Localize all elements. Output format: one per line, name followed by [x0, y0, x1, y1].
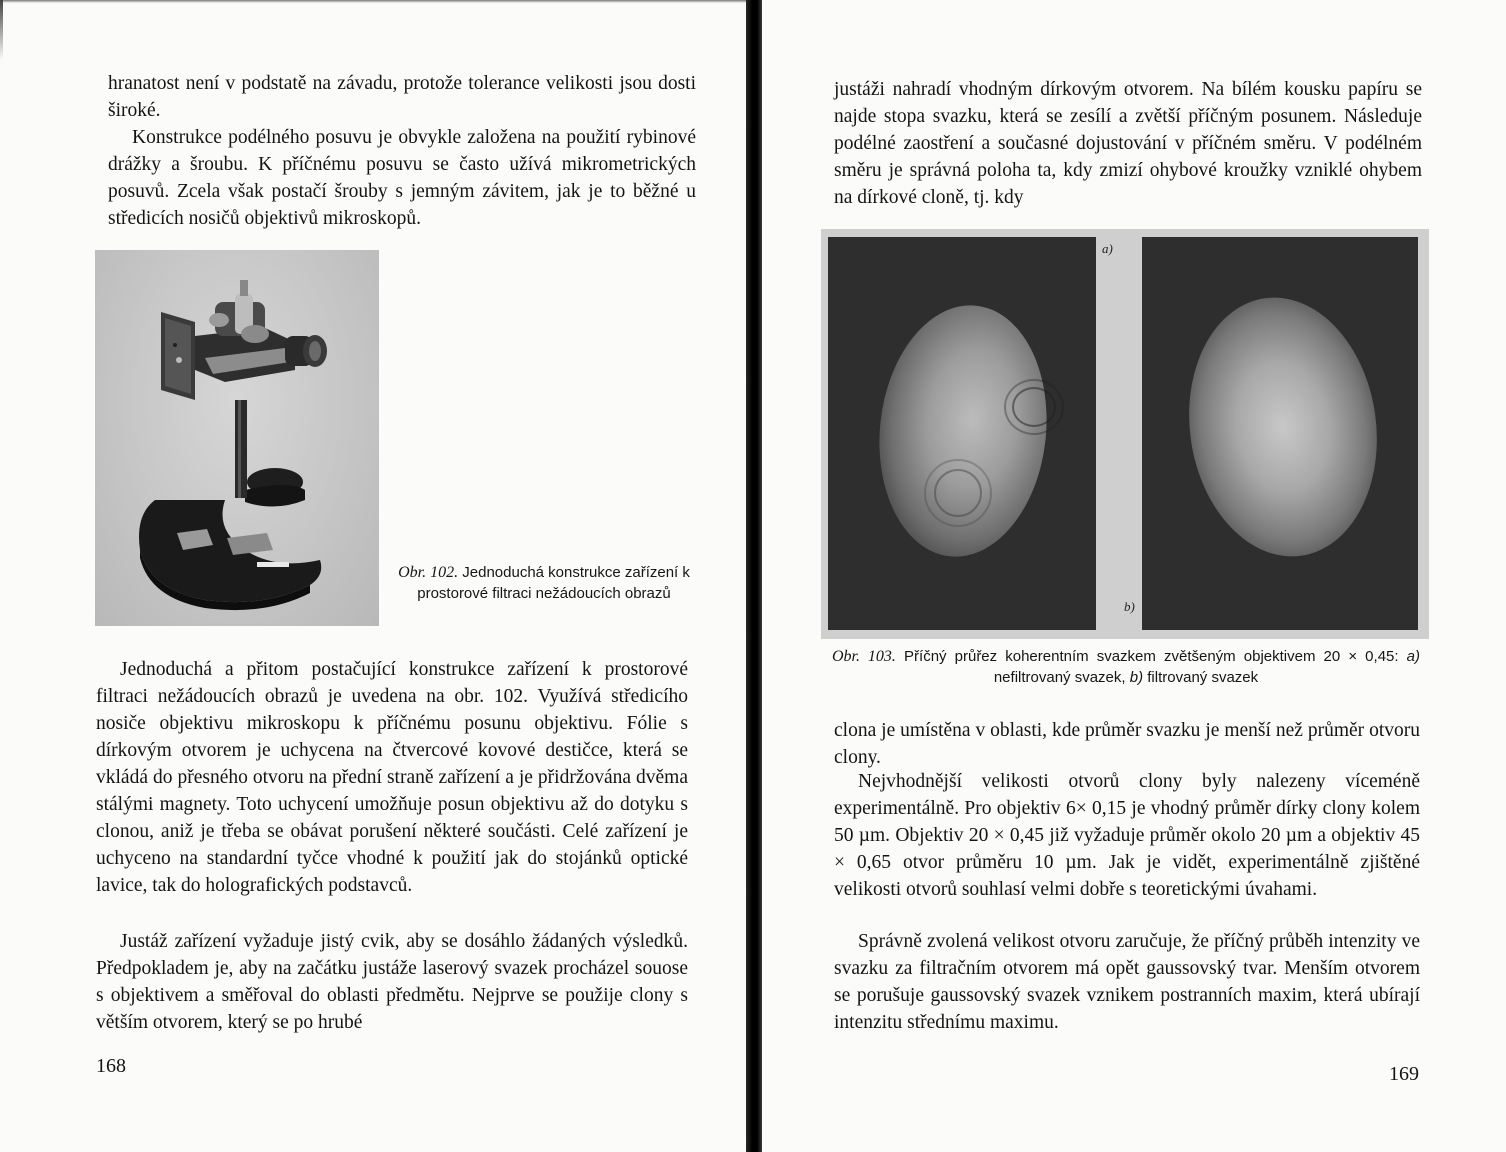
paragraph-spravne-zvolena: Správně zvolená velikost otvoru zaručuje, že příčný průběh intenzity ve svazku za filtračním otvorem má opět gaussovský tvar. Menším otvorem se porušuje gaussovský svazek vznikem postranních maxim, která ubírají intenzitu střednímu maximu.	[834, 931, 1420, 1033]
paragraph-clona-umistena: clona je umístěna v oblasti, kde průměr svazku je menší než průměr otvoru clony.	[834, 720, 1420, 768]
figure-103-caption: Obr. 103. Příčný průřez koherentním svazkem zvětšeným objektivem 20 × 0,45: a) nefiltrovaný svazek, b) filtrovaný svazek	[832, 648, 1420, 686]
page-number-left: 168	[96, 1055, 126, 1077]
left-page	[0, 0, 746, 1152]
figure-102-caption	[396, 562, 692, 604]
page-number-right: 169	[1389, 1063, 1419, 1085]
beam-spot-filtered	[1173, 285, 1393, 568]
page-left-edge	[0, 0, 3, 60]
figure-103-label: Obr. 103.	[832, 648, 896, 665]
paragraph-posuv: Konstrukce podélného posuvu je obvykle založena na použití rybinové drážky a šroubu. K příčnému posuvu se často užívá mikrometrických posuvů. Zcela však postačí šrouby s jemným závitem, jak je to běžné u středicích nosičů objektivů mikroskopů.	[108, 127, 696, 229]
beam-panel-filtered	[1142, 237, 1418, 630]
figure-102-photo	[95, 250, 379, 626]
paragraph-continuation: hranatost není v podstatě na závadu, protože tolerance velikosti jsou dosti široké.	[108, 73, 696, 121]
paragraph-justaz: Justáž zařízení vyžaduje jistý cvik, aby se dosáhlo žádaných výsledků. Předpokladem je, aby na začátku justáže laserový svazek procházel souose s objektivem a směřoval do oblasti předmětu. Nejprve se použije clony s větším otvorem, který se po hrubé	[96, 931, 688, 1033]
paragraph-konstrukce-zarizeni: Jednoduchá a přitom postačující konstrukce zařízení k prostorové filtraci nežádoucích obrazů je uvedena na obr. 102. Využívá středicího nosiče objektivu mikroskopu k příčnému posunu objektivu. Fólie s dírkovým otvorem je uchycena na čtvercové kovové destičce, která se vkládá do přesného otvoru na přední straně zařízení a je přidržována dvěma stálými magnety. Toto uchycení umožňuje posun objektivu až do dotyku s clonou, aniž je třeba se obávat porušení některé součásti. Celé zařízení je uchyceno na standardní tyčce vhodné k použití jak do stojánků optické lavice, tak do holografických podstavců.	[96, 659, 688, 896]
figure-102-label: Obr. 102.	[398, 564, 459, 581]
page-top-edge	[0, 0, 746, 3]
panel-a-label: a)	[1102, 241, 1113, 256]
figure-103-photo	[821, 229, 1429, 639]
book-gutter	[746, 0, 762, 1152]
paragraph-velikosti-otvoru: Nejvhodnější velikosti otvorů clony byly nalezeny víceméně experimentálně. Pro objektiv 6× 0,15 je vhodný průměr dírky clony kolem 50 µm. Objektiv 20 × 0,45 již vyžaduje průměr okolo 20 µm a objektiv 45 × 0,65 otvor průměru 10 µm. Jak je vidět, experimentálně zjištěné velikosti otvorů souhlasí velmi dobře s teoretickými úvahami.	[834, 771, 1420, 900]
device-illustration	[95, 250, 379, 626]
beam-panel-unfiltered	[828, 237, 1096, 630]
figure-103-caption-main: Příčný průřez koherentním svazkem zvětšeným objektivem 20 × 0,45:	[904, 648, 1399, 665]
panel-b-label: b)	[1124, 599, 1135, 614]
figure-102-caption-text: Jednoduchá konstrukce zařízení k prostorové filtraci nežádoucích obrazů	[417, 564, 690, 602]
paragraph-justazi-nahradi: justáži nahradí vhodným dírkovým otvorem. Na bílém kousku papíru se najde stopa svazku, která se zesílí a zvětší příčným posunem. Následuje podélné zaostření a současné dojustování v příčném směru. V podélném směru je správná poloha ta, kdy zmizí ohybové kroužky vzniklé ohybem na dírkové cloně, tj. kdy	[834, 79, 1422, 208]
